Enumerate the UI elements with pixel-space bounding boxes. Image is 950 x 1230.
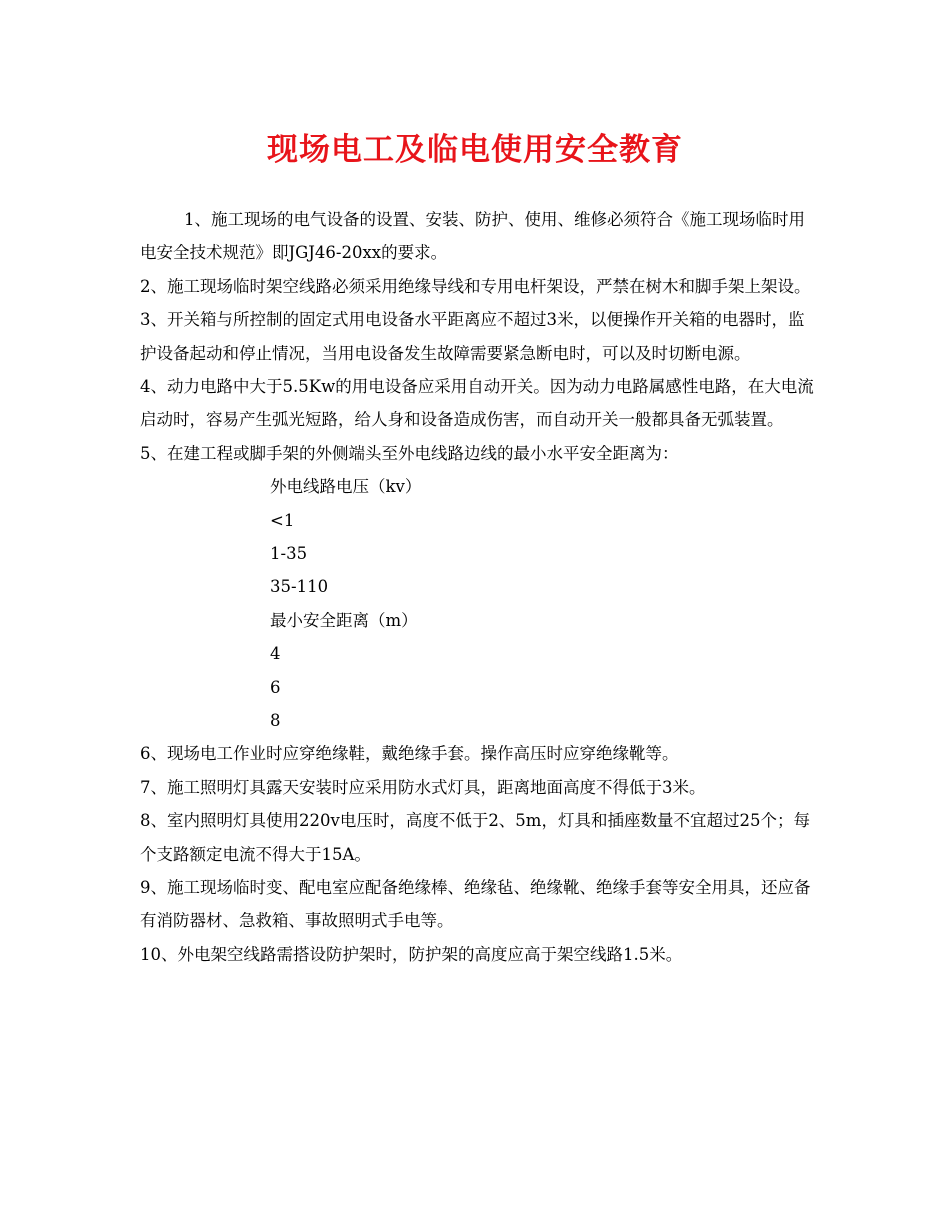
- paragraph-8: 8、室内照明灯具使用220v电压时，高度不低于2、5m，灯具和插座数量不宜超过25个；每个支路额定电流不得大于15A。: [140, 811, 810, 864]
- distance-value: 6: [270, 677, 281, 697]
- paragraph-7: 7、施工照明灯具露天安装时应采用防水式灯具，距离地面高度不得低于3米。: [140, 777, 706, 797]
- distance-value: 8: [270, 710, 281, 730]
- paragraph-10: 10、外电架空线路需搭设防护架时，防护架的高度应高于架空线路1.5米。: [140, 944, 683, 964]
- voltage-header: 外电线路电压（kv）: [270, 477, 422, 497]
- paragraph-1: 1、施工现场的电气设备的设置、安装、防护、使用、维修必须符合《施工现场临时用电安全技术规范》即JGJ46-20xx的要求。: [140, 210, 805, 263]
- paragraph-4: 4、动力电路中大于5.5Kw的用电设备应采用自动开关。因为动力电路属感性电路，在大电流启动时，容易产生弧光短路，给人身和设备造成伤害，而自动开关一般都具备无弧装置。: [140, 377, 814, 430]
- voltage-value: <1: [270, 510, 295, 530]
- document-title: 现场电工及临电使用安全教育: [267, 132, 683, 168]
- paragraph-5: 5、在建工程或脚手架的外侧端头至外电线路边线的最小水平安全距离为：: [140, 443, 679, 463]
- distance-header: 最小安全距离（m）: [270, 610, 418, 630]
- paragraph-6: 6、现场电工作业时应穿绝缘鞋，戴绝缘手套。操作高压时应穿绝缘靴等。: [140, 744, 679, 764]
- safety-distance-table: [140, 470, 820, 737]
- voltage-value: 1-35: [270, 544, 308, 564]
- distance-value: 4: [270, 644, 281, 664]
- paragraph-9: 9、施工现场临时变、配电室应配备绝缘棒、绝缘毡、绝缘靴、绝缘手套等安全用具，还应备有消防器材、急救箱、事故照明式手电等。: [140, 878, 811, 931]
- document-body: [140, 203, 820, 971]
- paragraph-2: 2、施工现场临时架空线路必须采用绝缘导线和专用电杆架设，严禁在树木和脚手架上架设。: [140, 276, 811, 296]
- paragraph-3: 3、开关箱与所控制的固定式用电设备水平距离应不超过3米，以便操作开关箱的电器时，监护设备起动和停止情况，当用电设备发生故障需要紧急断电时，可以及时切断电源。: [140, 310, 805, 363]
- voltage-value: 35-110: [270, 577, 329, 597]
